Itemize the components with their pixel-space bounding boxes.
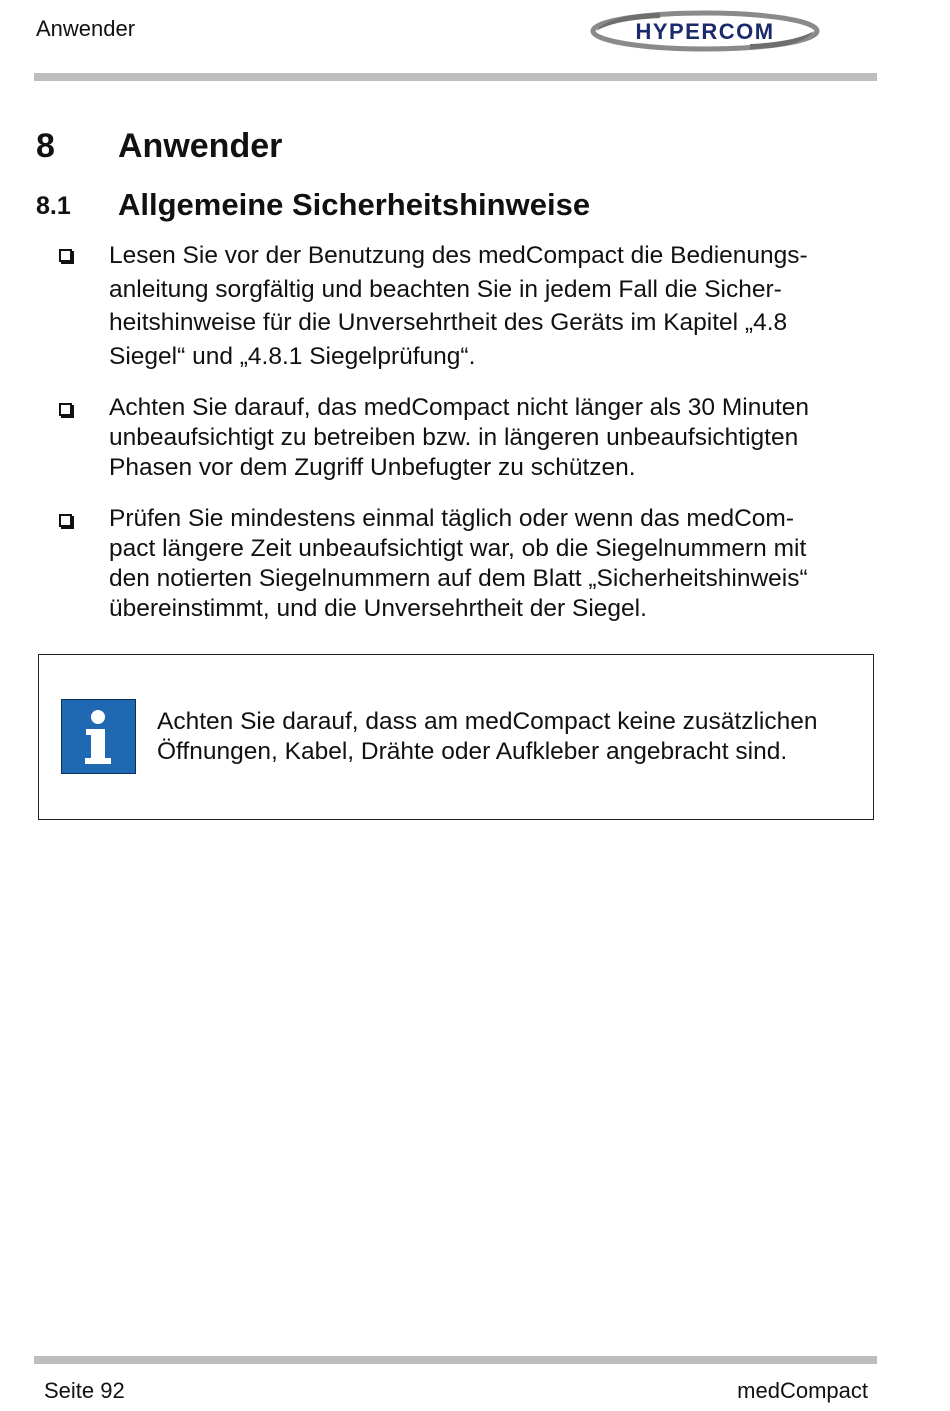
header-rule: [34, 73, 877, 81]
hypercom-logo: [590, 10, 820, 52]
checkbox-bullet-icon: [59, 514, 72, 527]
section-number: 8.1: [36, 192, 71, 220]
info-note-text: Achten Sie darauf, dass am medCompact keine zusätzlichen Öffnungen, Kabel, Drähte oder Aufkleber angebracht sind.: [157, 708, 818, 765]
chapter-title: Anwender: [118, 127, 283, 165]
chapter-number: 8: [36, 127, 55, 165]
section-title: Allgemeine Sicherheitshinweise: [118, 187, 591, 222]
checkbox-bullet-icon: [59, 403, 72, 416]
header-section-title: Anwender: [36, 16, 136, 41]
hypercom-logo-graphic: [590, 10, 820, 52]
info-icon: [61, 699, 136, 774]
list-item-text: Prüfen Sie mindestens einmal täglich oder wenn das medCom- pact längere Zeit unbeaufsichtigt war, ob die Siegelnummern mit den notierten Siegelnummern auf dem Blatt „Sicherheitshinweis“ übereinstimmt, und die Unversehrtheit der Siegel.: [109, 505, 808, 622]
checkbox-bullet-icon: [59, 249, 72, 262]
list-item-text: Lesen Sie vor der Benutzung des medCompact die Bedienungs- anleitung sorgfältig und beachten Sie in jedem Fall die Sicher- heitshinweise für die Unversehrtheit des Geräts im Kapitel „4.8 Siegel“ und „4.8.1 Siegelprüfung“.: [109, 242, 808, 370]
logo-text: HYPERCOM: [635, 19, 775, 44]
product-name: medCompact: [737, 1378, 868, 1403]
info-note-box: [38, 654, 874, 820]
footer-rule: [34, 1356, 877, 1364]
page-number: Seite 92: [44, 1378, 125, 1403]
list-item-text: Achten Sie darauf, das medCompact nicht länger als 30 Minuten unbeaufsichtigt zu betreiben bzw. in längeren unbeaufsichtigten Phasen vor dem Zugriff Unbefugter zu schützen.: [109, 394, 810, 481]
